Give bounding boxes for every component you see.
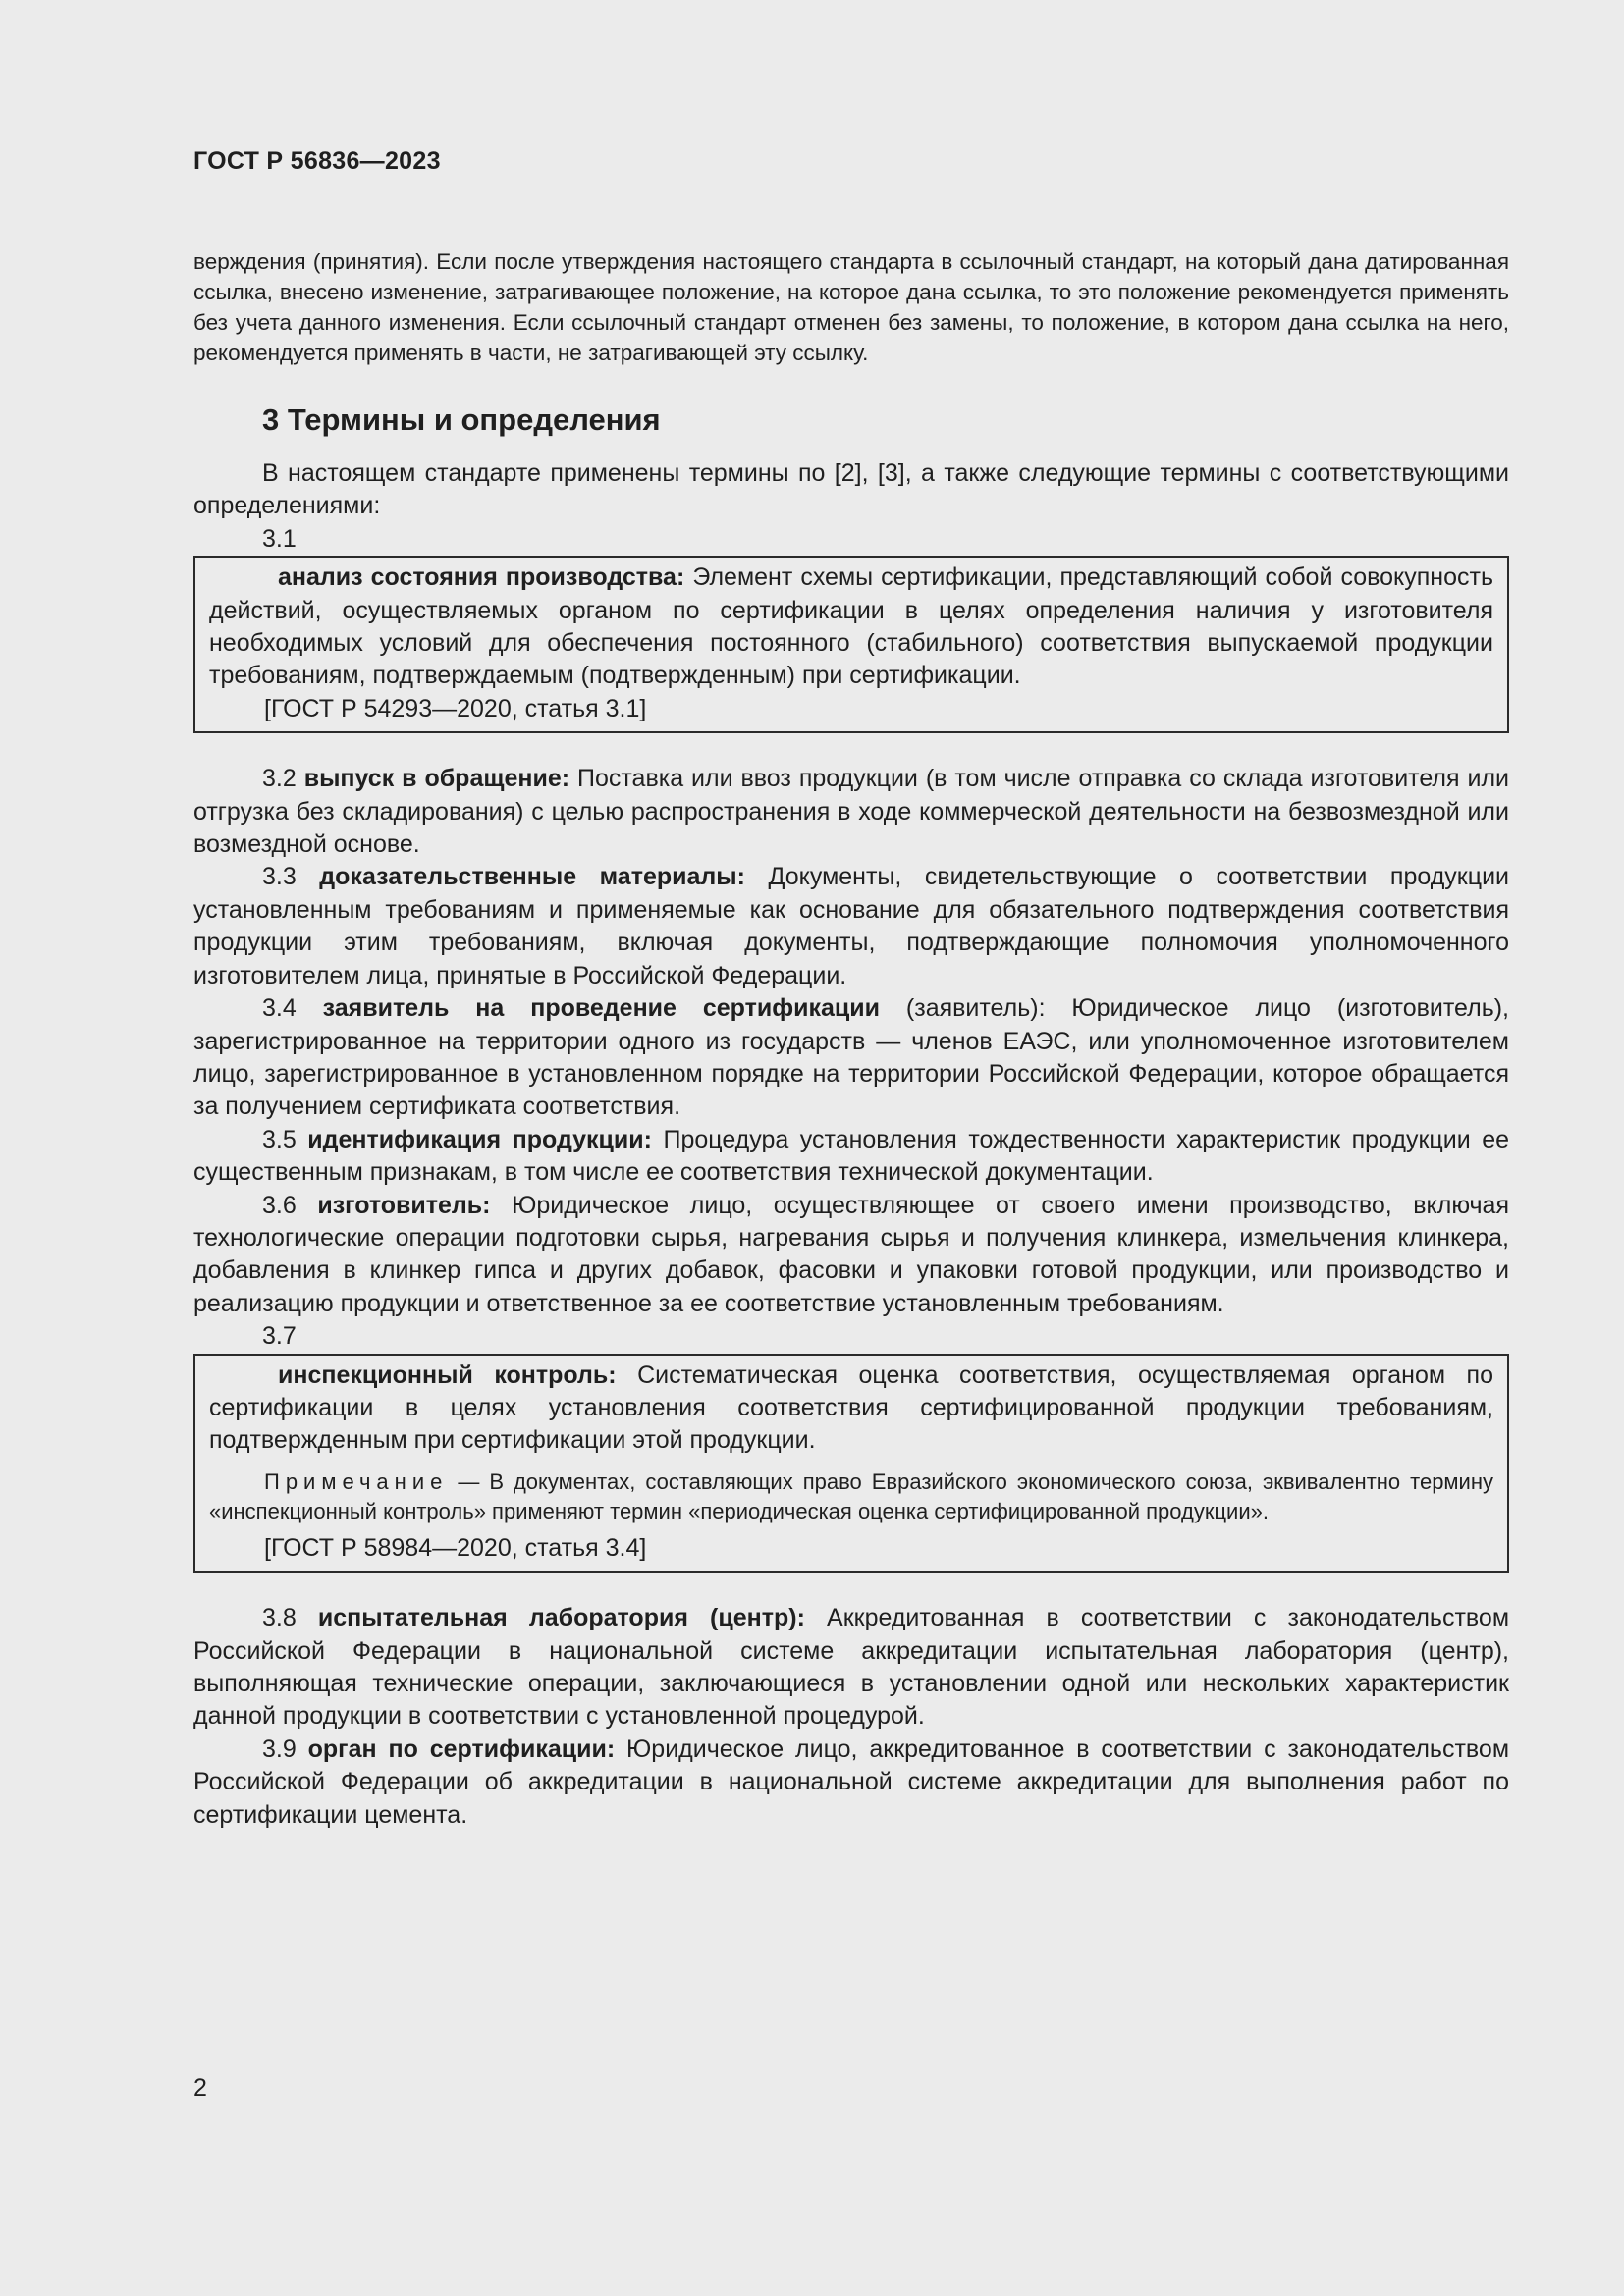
- term-name-3-3: доказательственные материалы:: [319, 863, 745, 891]
- term-name-3-2: выпуск в обращение:: [303, 765, 570, 793]
- terms-section: [193, 400, 1509, 1832]
- section-lead: В настоящем стандарте применены термины по [2], [3], а также следующие термины с соответствующими определениями:: [193, 459, 1509, 520]
- term-3-6: 3.6 изготовитель: Юридическое лицо, осуществляющее от своего имени производство, включая технологические операции подготовки сырья, нагревания сырья и получения клинкера, измельчения клинкера, добавления в клинкер гипса и других добавок, фасовки и упаковки готовой продукции, или производство и реализацию продукции и ответственное за ее соответствие установленным требованиям.: [193, 1191, 1510, 1317]
- term-source-3-1: [ГОСТ Р 54293—2020, статья 3.1]: [264, 694, 647, 722]
- term-definition-3-7: инспекционный контроль: Систематическая оценка соответствия, осуществляемая органом по сертификации в целях установления соответствия сертифицированной продукции требованиям, подтвержденным при сертификации этой продукции.: [209, 1361, 1493, 1455]
- term-3-8: 3.8 испытательная лаборатория (центр): Аккредитованная в соответствии с законодательством Российской Федерации в национальной системе аккредитации испытательная лаборатория (центр), выполняющая технические операции, заключающиеся в установлении одной или нескольких характеристик данной продукции в соответствии с установленной процедурой.: [193, 1604, 1510, 1731]
- term-name-3-8: испытательная лаборатория (центр):: [317, 1604, 805, 1632]
- term-definition-3-1: анализ состояния производства: Элемент схемы сертификации, представляющий собой совокупность действий, осуществляемых органом по сертификации в целях определения наличия у изготовителя необходимых условий для обеспечения постоянного (стабильного) соответствия выпускаемой продукции требованиям, подтверждаемым (подтвержденным) при сертификации.: [209, 563, 1493, 690]
- term-number-3-7: 3.7: [262, 1322, 297, 1351]
- term-3-5: 3.5 идентификация продукции: Процедура установления тождественности характеристик продукции ее существенным признакам, в том числе ее соответствия технической документации.: [193, 1125, 1509, 1187]
- term-name-3-6: изготовитель:: [317, 1191, 491, 1219]
- term-name-3-5: идентификация продукции:: [307, 1125, 652, 1153]
- term-number-3-1: 3.1: [262, 524, 297, 553]
- intro-paragraph: верждения (принятия). Если после утверждения настоящего стандарта в ссылочный стандарт, на который дана датированная ссылка, внесено изменение, затрагивающее положение, на которое дана ссылка, то это положение рекомендуется применять без учета данного изменения. Если ссылочный стандарт отменен без замены, то положение, в котором дана ссылка на него, рекомендуется применять в части, не затрагивающей эту ссылку.: [193, 248, 1509, 365]
- term-3-4: 3.4 заявитель на проведение сертификации (заявитель): Юридическое лицо (изготовитель), зарегистрированное на территории одного из государств — членов ЕАЭС, или уполномоченное изготовителем лицо, зарегистрированное в установленном порядке на территории Российской Федерации, которое обращается за получением сертификата соответствия.: [193, 994, 1509, 1121]
- term-name-3-4: заявитель на проведение сертификации: [322, 994, 880, 1023]
- section-title: 3 Термины и определения: [262, 402, 661, 437]
- term-3-2: 3.2 выпуск в обращение: Поставка или ввоз продукции (в том числе отправка со склада изготовителя или отгрузка без складирования) с целью распространения в ходе коммерческой деятельности на безвозмездной или возмездной основе.: [193, 765, 1510, 859]
- term-3-9: 3.9 орган по сертификации: Юридическое лицо, аккредитованное в соответствии с законодательством Российской Федерации об аккредитации в национальной системе аккредитации для выполнения работ по сертификации цемента.: [193, 1735, 1510, 1829]
- term-name-3-1: анализ состояния производства:: [278, 563, 685, 592]
- term-box-3-7: [193, 1354, 1509, 1574]
- page-number: 2: [193, 2074, 207, 2102]
- term-3-3: 3.3 доказательственные материалы: Документы, свидетельствующие о соответствии продукции установленным требованиям и применяемые как основание для обязательного подтверждения соответствия продукции этим требованиям, включая документы, подтверждающие полномочия уполномоченного изготовителем лица, принятые в Российской Федерации.: [193, 863, 1509, 989]
- note-label: Примечание: [264, 1468, 449, 1494]
- document-header: ГОСТ Р 56836—2023: [193, 147, 441, 175]
- term-source-3-7: [ГОСТ Р 58984—2020, статья 3.4]: [264, 1533, 647, 1562]
- term-name-3-9: орган по сертификации:: [307, 1735, 616, 1763]
- term-box-3-1: [193, 556, 1509, 733]
- term-note-3-7: Примечание — В документах, составляющих право Евразийского экономического союза, эквивалентно термину «инспекционный контроль» применяют термин «периодическая оценка сертифицированной продукции».: [209, 1468, 1493, 1523]
- term-name-3-7: инспекционный контроль:: [278, 1361, 617, 1389]
